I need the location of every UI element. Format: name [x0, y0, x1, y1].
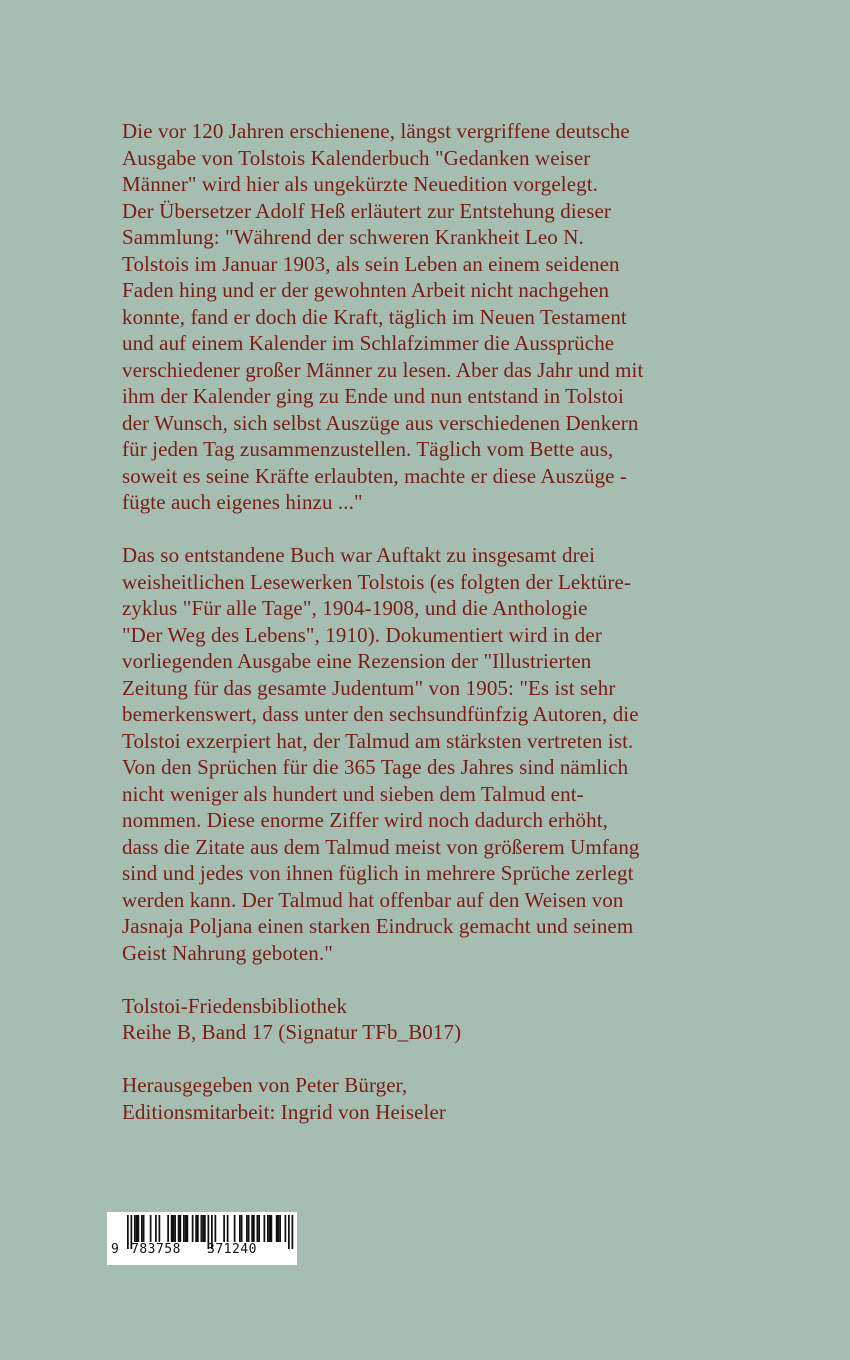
barcode-bar — [136, 1215, 138, 1242]
barcode-bar — [234, 1215, 236, 1242]
barcode-bar — [248, 1215, 250, 1242]
barcode-bar — [227, 1215, 229, 1242]
text-line: Zeitung für das gesamte Judentum" von 1905: "Es ist sehr — [122, 675, 616, 700]
series-name: Tolstoi-Friedensbibliothek — [122, 993, 348, 1018]
barcode-bar — [251, 1215, 253, 1242]
barcode-bar — [269, 1215, 271, 1242]
barcode-bar — [271, 1215, 273, 1242]
barcode-bar — [195, 1215, 197, 1242]
barcode-bar — [257, 1215, 259, 1242]
barcode-bar — [223, 1215, 225, 1242]
barcode-bar — [202, 1215, 204, 1242]
editor-credit: Herausgegeben von Peter Bürger, — [122, 1073, 408, 1097]
text-line: Ausgabe von Tolstois Kalenderbuch "Gedanken weiser — [122, 145, 591, 170]
barcode-bar — [155, 1215, 157, 1242]
text-line: Geist Nahrung geboten." — [122, 940, 333, 965]
barcode-bar — [292, 1215, 294, 1249]
description-paragraph-1 — [122, 118, 742, 516]
barcode-bar — [197, 1215, 199, 1242]
barcode-bar — [180, 1215, 182, 1242]
barcode-bar — [141, 1215, 143, 1242]
barcode-bar — [171, 1215, 173, 1242]
barcode-bar — [138, 1215, 140, 1242]
text-line: dass die Zitate aus dem Talmud meist von größerem Umfang — [122, 834, 640, 859]
text-line: werden kann. Der Talmud hat offenbar auf den Weisen von — [122, 887, 624, 912]
barcode-bar — [185, 1215, 187, 1242]
text-line: Männer" wird hier als ungekürzte Neuedition vorgelegt. — [122, 172, 599, 196]
text-line: Jasnaja Poljana einen starken Eindruck gemacht und seinem — [122, 914, 634, 938]
collaborator-credit: Editionsmitarbeit: Ingrid von Heiseler — [122, 1099, 446, 1124]
barcode-bar — [258, 1215, 260, 1242]
text-line: sind und jedes von ihnen füglich in mehrere Sprüche zerlegt — [122, 861, 634, 885]
barcode-bar — [143, 1215, 145, 1242]
barcode-bar — [267, 1215, 269, 1242]
text-line: vorliegenden Ausgabe eine Rezension der "Illustrierten — [122, 649, 592, 673]
barcode-bar — [279, 1215, 281, 1242]
barcode-bar — [183, 1215, 185, 1242]
barcode-bar — [276, 1215, 278, 1242]
barcode-bar — [288, 1215, 290, 1249]
description-paragraph-2 — [122, 542, 742, 966]
barcode-bar — [178, 1215, 180, 1242]
barcode-bar — [150, 1215, 152, 1242]
text-line: Die vor 120 Jahren erschienene, längst vergriffene deutsche — [122, 119, 630, 143]
barcode-bar — [253, 1215, 255, 1242]
text-line: bemerkenswert, dass unter den sechsundfünfzig Autoren, die — [122, 702, 639, 726]
text-line: Von den Sprüchen für die 365 Tage des Jahres sind nämlich — [122, 755, 629, 779]
text-line: für jeden Tag zusammenzustellen. Täglich vom Bette aus, — [122, 437, 614, 461]
text-line: soweit es seine Kräfte erlaubten, machte er diese Auszüge - — [122, 463, 628, 488]
barcode-bar — [127, 1215, 129, 1249]
barcode-bars — [107, 1212, 297, 1265]
text-line: und auf einem Kalender im Schlafzimmer die Aussprüche — [122, 331, 615, 355]
barcode-bar — [187, 1215, 189, 1242]
text-line: fügte auch eigenes hinzu ..." — [122, 490, 363, 514]
barcode-bar — [159, 1215, 161, 1242]
isbn-barcode — [107, 1212, 297, 1265]
barcode-bar — [246, 1215, 248, 1242]
text-line: nommen. Diese enorme Ziffer wird noch dadurch erhöht, — [122, 808, 609, 832]
series-info — [122, 993, 742, 1046]
text-line: konnte, fand er doch die Kraft, täglich im Neuen Testament — [122, 304, 627, 329]
barcode-bar — [241, 1215, 243, 1242]
barcode-left-group: 783758 — [131, 1242, 181, 1257]
back-cover-text — [122, 118, 742, 1125]
barcode-bar — [264, 1215, 266, 1242]
text-line: ihm der Kalender ging zu Ende und nun entstand in Tolstoi — [122, 384, 624, 408]
barcode-bar — [201, 1215, 203, 1242]
text-line: Tolstoi exzerpiert hat, der Talmud am stärksten vertreten ist. — [122, 728, 634, 753]
barcode-bar — [134, 1215, 136, 1242]
series-volume: Reihe B, Band 17 (Signatur TFb_B017) — [122, 1020, 462, 1044]
barcode-bar — [192, 1215, 194, 1242]
text-line: Sammlung: "Während der schweren Krankheit Leo N. — [122, 225, 584, 249]
text-line: verschiedener großer Männer zu lesen. Aber das Jahr und mit — [122, 357, 644, 382]
text-line: weisheitlichen Lesewerken Tolstois (es folgten der Lektüre- — [122, 569, 632, 594]
barcode-bar — [173, 1215, 175, 1242]
barcode-bar — [278, 1215, 280, 1242]
text-line: zyklus "Für alle Tage", 1904-1908, und die Anthologie — [122, 596, 588, 620]
text-line: Tolstois im Januar 1903, als sein Leben an einem seidenen — [122, 251, 620, 276]
text-line: "Der Weg des Lebens", 1910). Dokumentiert wird in der — [122, 622, 602, 647]
text-line: Der Übersetzer Adolf Heß erläutert zur Entstehung dieser — [122, 198, 611, 223]
text-line: Das so entstandene Buch war Auftakt zu insgesamt drei — [122, 543, 596, 567]
barcode-bar — [204, 1215, 206, 1242]
text-line: nicht weniger als hundert und sieben dem Talmud ent- — [122, 781, 584, 806]
barcode-bar — [215, 1215, 217, 1242]
barcode-bar — [285, 1215, 287, 1242]
barcode-right-group: 371240 — [207, 1242, 257, 1257]
barcode-bar — [174, 1215, 176, 1242]
barcode-prefix-digit: 9 — [111, 1242, 120, 1257]
text-line: der Wunsch, sich selbst Auszüge aus verschiedenen Denkern — [122, 410, 639, 435]
barcode-bar — [167, 1215, 169, 1242]
text-line: Faden hing und er der gewohnten Arbeit nicht nachgehen — [122, 278, 610, 302]
barcode-bar — [239, 1215, 241, 1242]
credits — [122, 1072, 742, 1125]
